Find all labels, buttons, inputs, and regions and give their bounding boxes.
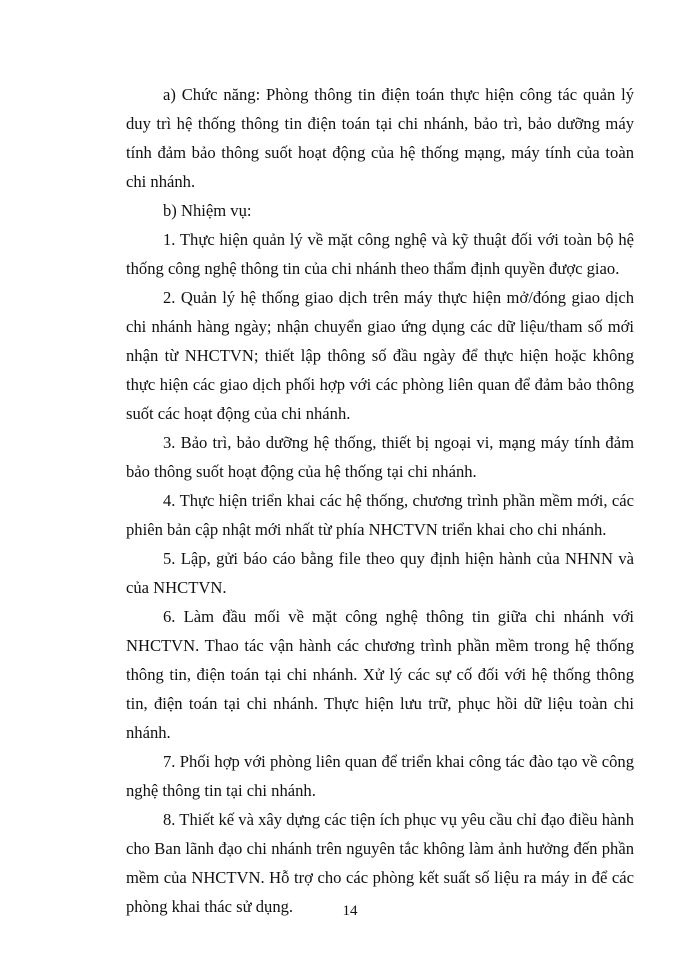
- page-number: 14: [342, 903, 358, 919]
- paragraph-duty-8: 8. Thiết kế và xây dựng các tiện ích phục vụ yêu cầu chỉ đạo điều hành cho Ban lãnh đạo chi nhánh trên nguyên tắc không làm ảnh hưởng đến phần mềm của NHCTVN. Hỗ trợ cho các phòng kết suất số liệu ra máy in để các phòng khai thác sử dụng.: [126, 810, 634, 916]
- paragraph-duty-4: 4. Thực hiện triển khai các hệ thống, chương trình phần mềm mới, các phiên bản cập nhật mới nhất từ phía NHCTVN triển khai cho chi nhánh.: [126, 491, 634, 539]
- paragraph-duty-1: 1. Thực hiện quản lý về mặt công nghệ và kỹ thuật đối với toàn bộ hệ thống công nghệ thông tin của chi nhánh theo thẩm định quyền được giao.: [126, 230, 634, 278]
- paragraph-duty-3: 3. Bảo trì, bảo dưỡng hệ thống, thiết bị ngoại vi, mạng máy tính đảm bảo thông suốt hoạt động của hệ thống tại chi nhánh.: [126, 433, 634, 481]
- page-body: [126, 80, 634, 921]
- paragraph-duties-heading: b) Nhiệm vụ:: [163, 201, 252, 220]
- paragraph-duty-7: 7. Phối hợp với phòng liên quan để triển khai công tác đào tạo về công nghệ thông tin tại chi nhánh.: [126, 752, 634, 800]
- paragraph-function: a) Chức năng: Phòng thông tin điện toán thực hiện công tác quản lý duy trì hệ thống thông tin điện toán tại chi nhánh, bảo trì, bảo dưỡng máy tính đảm bảo thông suốt hoạt động của hệ thống mạng, máy tính của toàn chi nhánh.: [126, 85, 634, 191]
- paragraph-duty-5: 5. Lập, gửi báo cáo bằng file theo quy định hiện hành của NHNN và của NHCTVN.: [126, 549, 634, 597]
- paragraph-duty-6: 6. Làm đầu mối về mặt công nghệ thông tin giữa chi nhánh với NHCTVN. Thao tác vận hành các chương trình phần mềm trong hệ thống thông tin, điện toán tại chi nhánh. Xử lý các sự cố đối với hệ thống thông tin, điện toán tại chi nhánh. Thực hiện lưu trữ, phục hồi dữ liệu toàn chi nhánh.: [126, 607, 634, 742]
- paragraph-duty-2: 2. Quản lý hệ thống giao dịch trên máy thực hiện mở/đóng giao dịch chi nhánh hàng ngày; nhận chuyển giao ứng dụng các dữ liệu/tham số mới nhận từ NHCTVN; thiết lập thông số đầu ngày để thực hiện hoặc không thực hiện các giao dịch phối hợp với các phòng liên quan để đảm bảo thông suốt các hoạt động của chi nhánh.: [126, 288, 634, 423]
